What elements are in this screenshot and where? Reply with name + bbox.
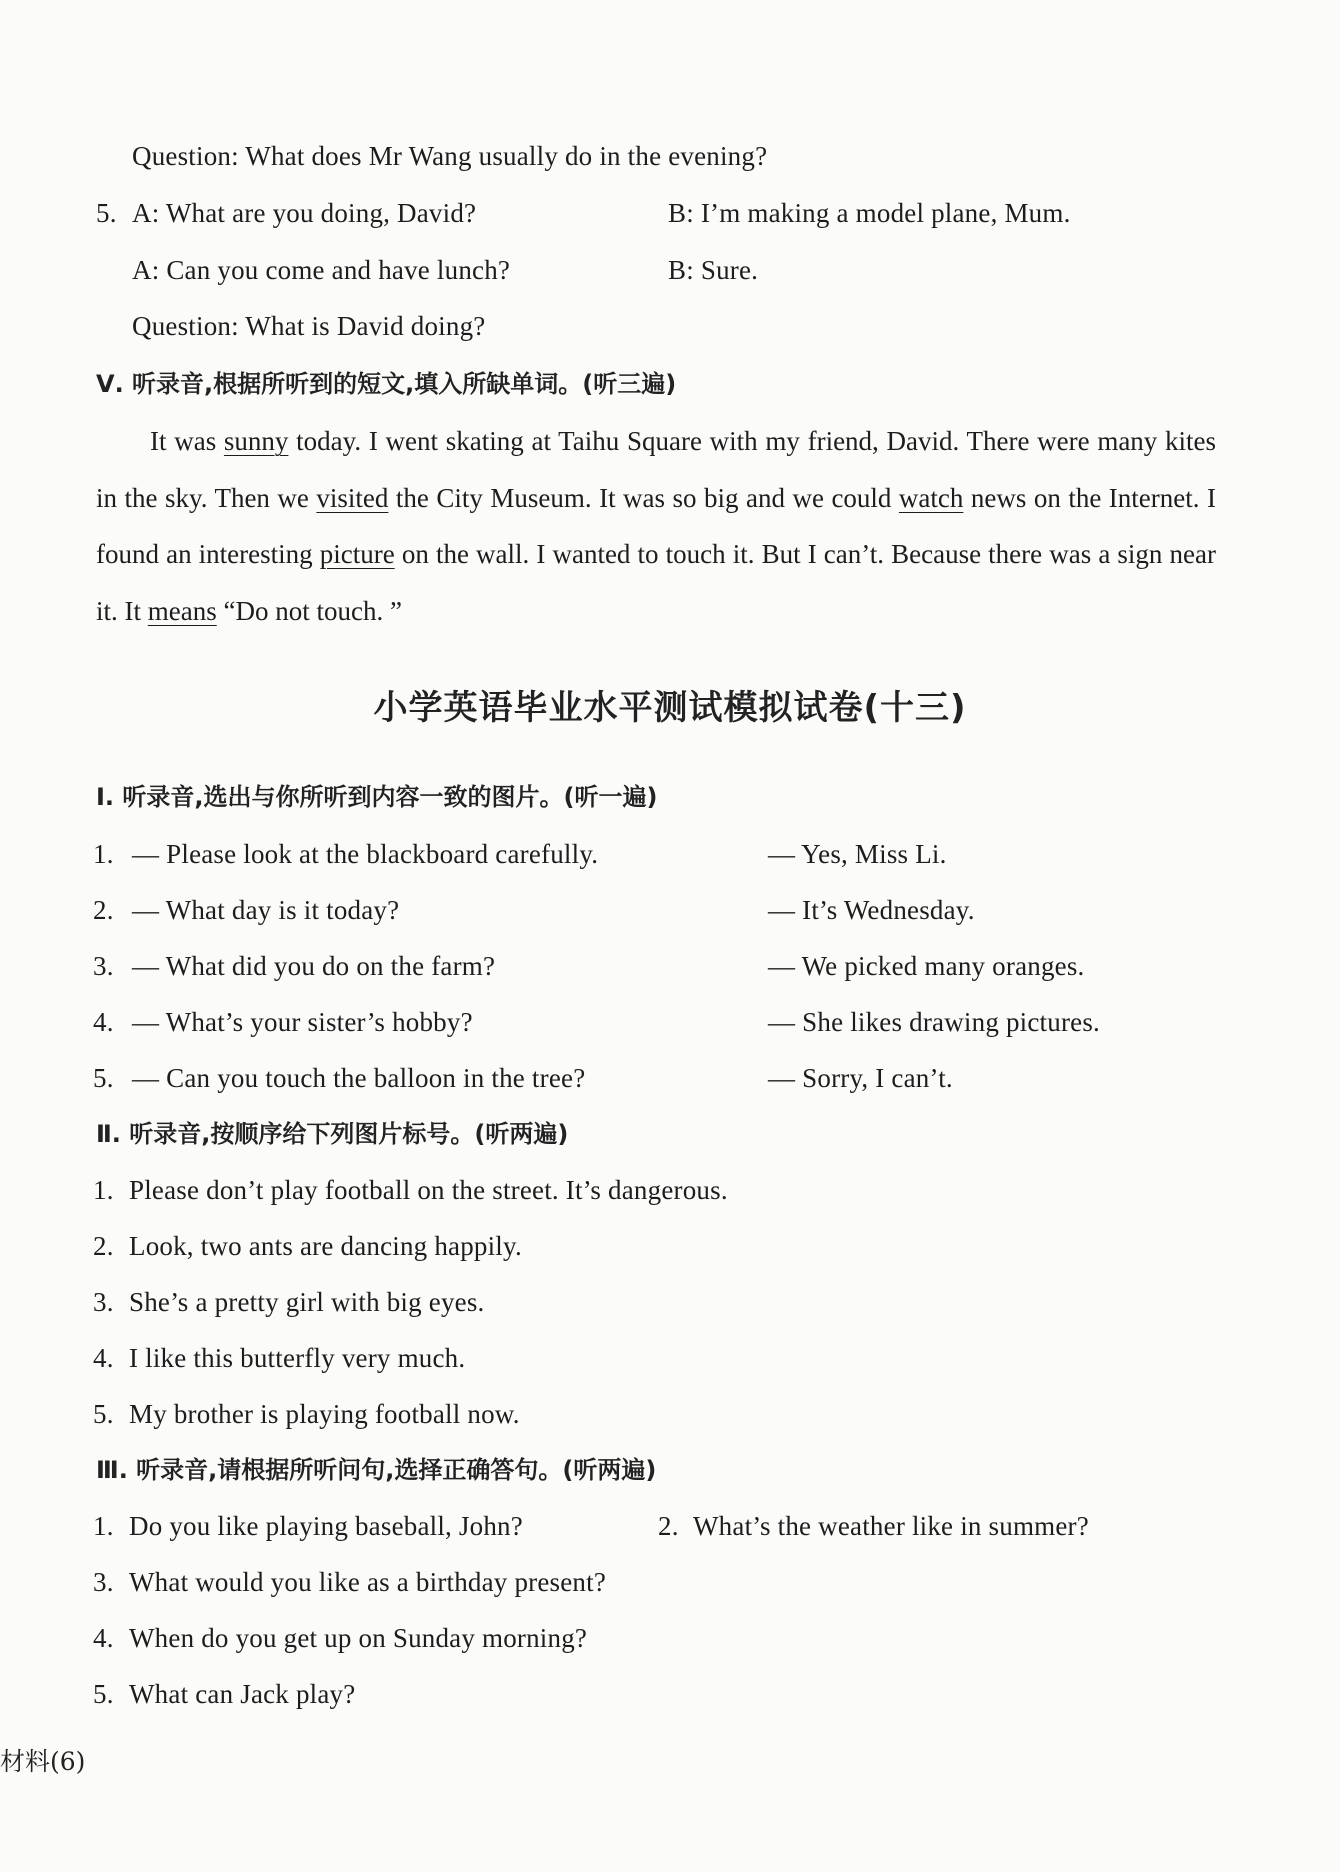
list-item: Do you like playing baseball, John? [129, 1511, 523, 1541]
passage-text: today. I went skating at Taihu Square with my friend, David. There were many kites in the sky. Then we [96, 426, 1217, 513]
section-heading-3: Ⅲ. 听录音,请根据所听问句,选择正确答句。(听两遍) [96, 1456, 657, 1484]
item-number: 5. [96, 198, 117, 228]
dialogue-answer: — It’s Wednesday. [768, 895, 975, 925]
answer-word: visited [316, 482, 389, 513]
item-number: 1. [93, 1511, 114, 1541]
section-heading-5: Ⅴ. 听录音,根据所听到的短文,填入所缺单词。(听三遍) [96, 370, 677, 398]
dialogue-a: A: Can you come and have lunch? [132, 255, 511, 285]
list-item: She’s a pretty girl with big eyes. [129, 1287, 485, 1317]
item-number: 4. [93, 1007, 114, 1037]
exam-title: 小学英语毕业水平测试模拟试卷(十三) [373, 688, 967, 728]
list-item: Please don’t play football on the street. It’s dangerous. [129, 1175, 728, 1205]
dialogue-answer: — She likes drawing pictures. [768, 1007, 1100, 1037]
answer-word: picture [319, 539, 395, 569]
item-number: 2. [658, 1511, 679, 1541]
dialogue-answer: — We picked many oranges. [768, 951, 1085, 981]
passage-text: on the wall. I wanted to touch it. But I can’t. Because there was a sign near it. It [96, 539, 1216, 626]
dialogue-a: A: What are you doing, David? [132, 198, 477, 228]
dialogue-b: B: I’m making a model plane, Mum. [668, 198, 1071, 228]
list-item: What can Jack play? [129, 1679, 356, 1709]
item-number: 3. [93, 951, 114, 981]
dialogue-question: — What did you do on the farm? [132, 951, 496, 981]
section-heading-1: Ⅰ. 听录音,选出与你所听到内容一致的图片。(听一遍) [96, 783, 658, 811]
dialogue-b: B: Sure. [668, 255, 759, 285]
dialogue-question: — What day is it today? [132, 895, 400, 925]
item-number: 5. [93, 1063, 114, 1093]
item-number: 3. [93, 1567, 114, 1597]
dialogue-question: — What’s your sister’s hobby? [132, 1007, 473, 1037]
section-heading-2: Ⅱ. 听录音,按顺序给下列图片标号。(听两遍) [96, 1120, 569, 1148]
item-number: 4. [93, 1343, 114, 1373]
item-number: 2. [93, 1231, 114, 1261]
dialogue-answer: — Sorry, I can’t. [768, 1063, 953, 1093]
dialogue-question: — Can you touch the balloon in the tree? [132, 1063, 586, 1093]
passage-text: “Do not touch. ” [216, 595, 402, 626]
list-item: What’s the weather like in summer? [693, 1511, 1089, 1541]
item-number: 5. [93, 1399, 114, 1429]
item-number: 1. [93, 839, 114, 869]
answer-word: watch [898, 482, 964, 513]
list-item: My brother is playing football now. [129, 1399, 520, 1429]
item-number: 4. [93, 1623, 114, 1653]
item-number: 3. [93, 1287, 114, 1317]
question-line: Question: What is David doing? [132, 311, 486, 341]
item-number: 1. [93, 1175, 114, 1205]
passage-text: the City Museum. It was so big and we could [388, 482, 899, 513]
passage-text: news on the Internet. I found an interesting [96, 482, 1216, 569]
list-item: I like this butterfly very much. [129, 1343, 466, 1373]
cloze-passage [96, 413, 1216, 639]
list-item: When do you get up on Sunday morning? [129, 1623, 588, 1653]
item-number: 5. [93, 1679, 114, 1709]
answer-word: sunny [223, 426, 289, 456]
answer-word: means [147, 595, 217, 626]
dialogue-question: — Please look at the blackboard carefully. [132, 839, 599, 869]
page-footer: 材料(6) [0, 1747, 86, 1776]
question-line: Question: What does Mr Wang usually do in the evening? [132, 141, 768, 171]
list-item: What would you like as a birthday present? [129, 1567, 607, 1597]
dialogue-answer: — Yes, Miss Li. [768, 839, 947, 869]
passage-text: It was [150, 426, 224, 456]
item-number: 2. [93, 895, 114, 925]
list-item: Look, two ants are dancing happily. [129, 1231, 522, 1261]
